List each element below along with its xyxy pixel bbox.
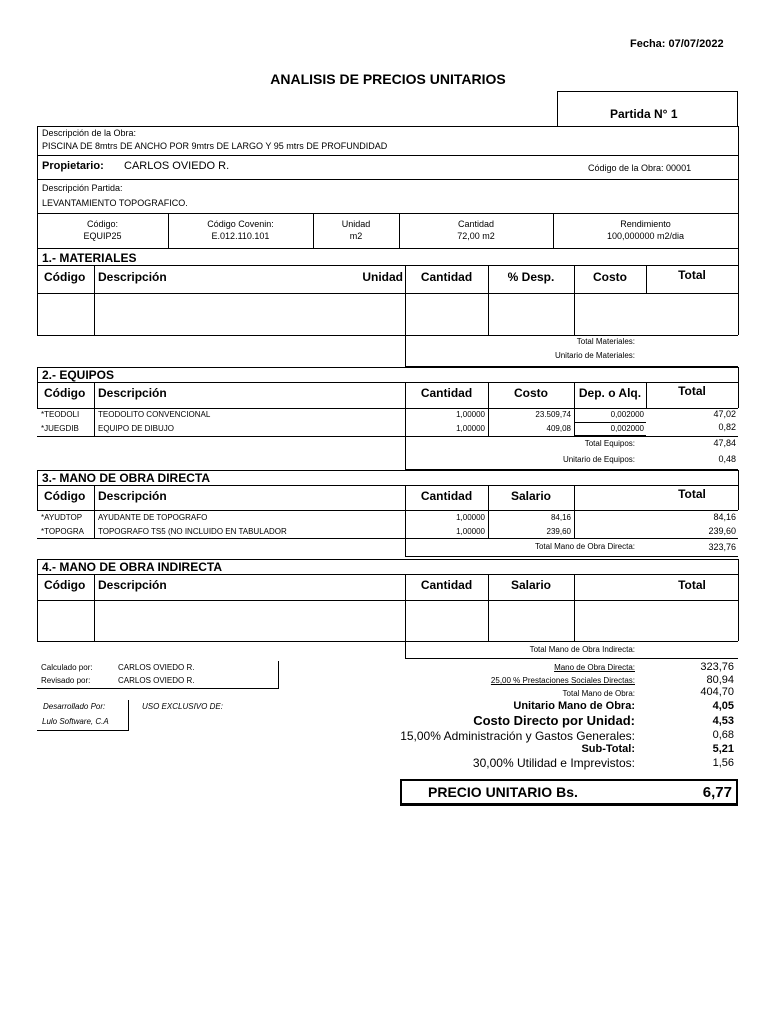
mod-row1-total: 84,16 bbox=[713, 512, 736, 522]
dev-label: Desarrollado Por: bbox=[43, 702, 106, 711]
info-codigo-value: EQUIP25 bbox=[83, 231, 122, 241]
info-unidad-value: m2 bbox=[349, 231, 363, 241]
mod-row2-salario: 239,60 bbox=[546, 527, 571, 536]
precio-unitario-box bbox=[400, 779, 738, 806]
info-covenin-value: E.012.110.101 bbox=[211, 231, 270, 241]
res-umo-label: Unitario Mano de Obra: bbox=[513, 700, 635, 712]
eq-row2-desc: EQUIPO DE DIBUJO bbox=[98, 424, 175, 433]
rev-value: CARLOS OVIEDO R. bbox=[118, 676, 195, 685]
rev-label: Revisado por: bbox=[41, 676, 91, 685]
info-codigo-label: Código: bbox=[86, 219, 119, 229]
eq-row2-total: 0,82 bbox=[718, 422, 736, 432]
mod-row1-codigo: *AYUDTOP bbox=[41, 513, 83, 522]
partida-number: Partida N° 1 bbox=[610, 107, 678, 121]
eq-col-dep: Dep. o Alq. bbox=[578, 386, 642, 400]
mod-col-total: Total bbox=[678, 487, 706, 501]
partida-box bbox=[557, 91, 738, 127]
mod-total-label: Total Mano de Obra Directa: bbox=[534, 542, 635, 551]
mod-row1-cant: 1,00000 bbox=[456, 513, 485, 522]
mod-row2-desc: TOPOGRAFO TS5 (NO INCLUIDO EN TABULADOR bbox=[98, 527, 287, 536]
precio-unitario-label: PRECIO UNITARIO Bs. bbox=[428, 784, 578, 800]
eq-row2-codigo: *JUEGDIB bbox=[41, 424, 79, 433]
obra-desc-value: PISCINA DE 8mtrs DE ANCHO POR 9mtrs DE LARGO Y 95 mtrs DE PROFUNDIDAD bbox=[42, 141, 388, 151]
eq-row1-codigo: *TEODOLI bbox=[41, 410, 80, 419]
res-sub-value: 5,21 bbox=[712, 743, 734, 755]
eq-col-total: Total bbox=[678, 384, 706, 398]
partida-desc-label: Descripción Partida: bbox=[42, 183, 123, 193]
eq-unit-label: Unitario de Equipos: bbox=[562, 455, 635, 464]
eq-row2-dep: 0,002000 bbox=[610, 424, 644, 433]
res-mod-label: Mano de Obra Directa: bbox=[554, 663, 635, 672]
mat-unit-label: Unitario de Materiales: bbox=[554, 351, 635, 360]
mat-col-desc: Descripción bbox=[98, 270, 167, 284]
mod-row2-cant: 1,00000 bbox=[456, 527, 485, 536]
res-cd-value: 4,53 bbox=[712, 715, 734, 727]
eq-col-cantidad: Cantidad bbox=[420, 386, 473, 400]
moi-col-total: Total bbox=[678, 578, 706, 592]
eq-row2-costo: 409,08 bbox=[546, 424, 571, 433]
res-adm-value: 0,68 bbox=[712, 729, 734, 741]
eq-col-costo: Costo bbox=[514, 386, 548, 400]
mat-col-codigo: Código bbox=[44, 270, 86, 284]
dev-value: Lulo Software, C.A bbox=[42, 717, 109, 726]
mod-col-salario: Salario bbox=[510, 489, 552, 503]
eq-row2-cant: 1,00000 bbox=[456, 424, 485, 433]
res-mod-value: 323,76 bbox=[700, 661, 734, 673]
res-umo-value: 4,05 bbox=[712, 700, 734, 712]
mod-title: 3.- MANO DE OBRA DIRECTA bbox=[42, 471, 210, 485]
res-tmo-value: 404,70 bbox=[700, 686, 734, 698]
eq-row1-dep: 0,002000 bbox=[610, 410, 644, 419]
mod-col-codigo: Código bbox=[44, 489, 86, 503]
res-sub-label: Sub-Total: bbox=[581, 743, 635, 755]
mat-col-total: Total bbox=[678, 268, 706, 282]
eq-row1-total: 47,02 bbox=[713, 409, 736, 419]
calc-label: Calculado por: bbox=[41, 663, 93, 672]
moi-col-salario: Salario bbox=[510, 578, 552, 592]
obra-desc-label: Descripción de la Obra: bbox=[42, 128, 137, 138]
info-rend-label: Rendimiento bbox=[620, 219, 671, 229]
res-adm-label: 15,00% Administración y Gastos Generales: bbox=[400, 729, 635, 743]
propietario-value: CARLOS OVIEDO R. bbox=[124, 160, 230, 172]
res-prest-label: 25,00 % Prestaciones Sociales Directas: bbox=[490, 676, 635, 685]
mod-col-desc: Descripción bbox=[98, 489, 167, 503]
precio-unitario-value: 6,77 bbox=[702, 784, 732, 801]
mat-total-label: Total Materiales: bbox=[576, 337, 635, 346]
mod-row1-desc: AYUDANTE DE TOPOGRAFO bbox=[98, 513, 208, 522]
eq-row1-cant: 1,00000 bbox=[456, 410, 485, 419]
fecha: Fecha: 07/07/2022 bbox=[630, 38, 724, 50]
info-cantidad-label: Cantidad bbox=[457, 219, 495, 229]
propietario-label: Propietario: bbox=[42, 160, 104, 172]
eq-unit-value: 0,48 bbox=[718, 454, 736, 464]
info-covenin-label: Código Covenin: bbox=[207, 219, 274, 229]
eq-row1-desc: TEODOLITO CONVENCIONAL bbox=[98, 410, 211, 419]
mat-col-unidad: Unidad bbox=[362, 270, 403, 284]
mod-row2-codigo: *TOPOGRA bbox=[41, 527, 84, 536]
info-unidad-label: Unidad bbox=[341, 219, 371, 229]
mod-col-cantidad: Cantidad bbox=[420, 489, 473, 503]
res-cd-label: Costo Directo por Unidad: bbox=[473, 713, 635, 728]
eq-total-value: 47,84 bbox=[713, 438, 736, 448]
materiales-title: 1.- MATERIALES bbox=[42, 251, 137, 265]
page-title: ANALISIS DE PRECIOS UNITARIOS bbox=[270, 71, 506, 87]
moi-title: 4.- MANO DE OBRA INDIRECTA bbox=[42, 560, 222, 574]
res-tmo-label: Total Mano de Obra: bbox=[562, 689, 635, 698]
mat-col-cantidad: Cantidad bbox=[420, 270, 473, 284]
eq-total-label: Total Equipos: bbox=[584, 439, 635, 448]
eq-col-codigo: Código bbox=[44, 386, 86, 400]
moi-col-codigo: Código bbox=[44, 578, 86, 592]
res-util-value: 1,56 bbox=[712, 757, 734, 769]
codigo-obra: Código de la Obra: 00001 bbox=[588, 163, 692, 173]
moi-col-desc: Descripción bbox=[98, 578, 167, 592]
mod-row2-total: 239,60 bbox=[708, 526, 736, 536]
mat-col-costo: Costo bbox=[593, 270, 627, 284]
moi-col-cantidad: Cantidad bbox=[420, 578, 473, 592]
mod-row1-salario: 84,16 bbox=[550, 513, 571, 522]
info-cantidad-value: 72,00 m2 bbox=[457, 231, 495, 241]
res-prest-value: 80,94 bbox=[706, 674, 734, 686]
info-rend-value: 100,000000 m2/dia bbox=[606, 231, 685, 241]
moi-total-label: Total Mano de Obra Indirecta: bbox=[529, 645, 635, 654]
eq-row1-costo: 23.509,74 bbox=[535, 410, 571, 419]
calc-value: CARLOS OVIEDO R. bbox=[118, 663, 195, 672]
mat-col-desp: % Desp. bbox=[507, 270, 555, 284]
uso-exclusivo: USO EXCLUSIVO DE: bbox=[142, 702, 223, 711]
equipos-title: 2.- EQUIPOS bbox=[42, 368, 115, 382]
eq-col-desc: Descripción bbox=[98, 386, 167, 400]
mod-total-value: 323,76 bbox=[708, 542, 736, 552]
partida-desc-value: LEVANTAMIENTO TOPOGRAFICO. bbox=[42, 198, 188, 208]
res-util-label: 30,00% Utilidad e Imprevistos: bbox=[472, 756, 635, 770]
